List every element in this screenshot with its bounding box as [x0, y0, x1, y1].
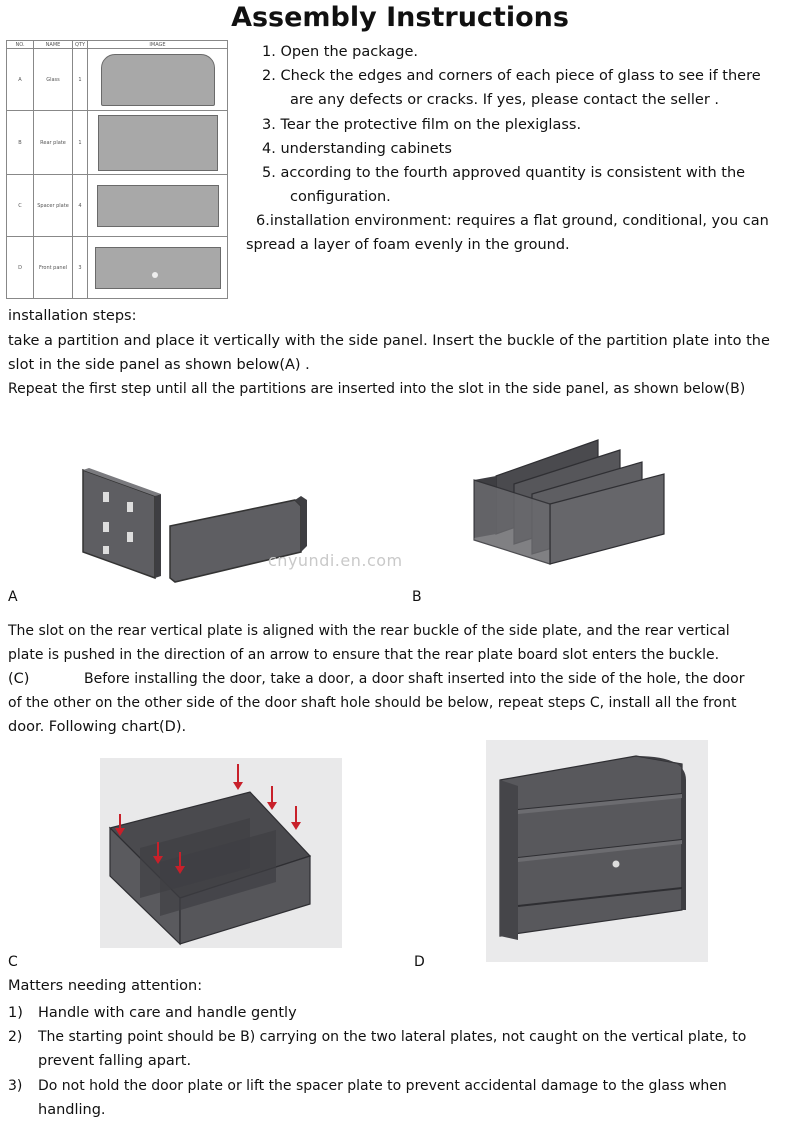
attention-item [8, 1074, 727, 1098]
attention-item [8, 1001, 297, 1025]
attention-heading: Matters needing attention: [8, 978, 203, 994]
table-cell: 4 [73, 175, 88, 237]
attention-text-cont: handling. [38, 1102, 106, 1118]
install-para-2: Repeat the first step until all the partitions are inserted into the slot in the side panel, as shown below(B) [8, 381, 746, 397]
figure-b [468, 436, 673, 576]
prep-steps [0, 0, 800, 260]
figure-label-d: D [414, 954, 425, 970]
table-cell: D [7, 237, 34, 299]
attention-text: Handle with care and handle gently [38, 1005, 297, 1021]
prep-step: 6.installation environment: requires a flat ground, conditional, you can [256, 213, 769, 229]
figure-c [100, 758, 342, 948]
attention-number: 1) [8, 1005, 23, 1021]
page-title: Assembly Instructions [231, 2, 569, 33]
attention-text-cont: prevent falling apart. [38, 1053, 192, 1069]
table-cell: 1 [73, 49, 88, 111]
table-cell: Rear plate [34, 111, 73, 175]
middle-para-line3a: (C) [8, 671, 30, 687]
attention-number: 2) [8, 1029, 23, 1045]
table-cell: 1 [73, 111, 88, 175]
install-heading: installation steps: [8, 308, 137, 324]
prep-step: configuration. [290, 189, 391, 205]
middle-para-line2: plate is pushed in the direction of an arrow to ensure that the rear plate board slot enters the buckle. [8, 647, 720, 663]
table-cell: B [7, 111, 34, 175]
install-para-1a: take a partition and place it vertically with the side panel. Insert the buckle of the partition plate into the [8, 333, 770, 349]
figure-label-c: C [8, 954, 18, 970]
table-cell: Front panel [34, 237, 73, 299]
table-cell: A [7, 49, 34, 111]
middle-para-line3b: Before installing the door, take a door, a door shaft inserted into the side of the hole, the door [84, 671, 745, 687]
table-header: QTY [73, 41, 88, 49]
table-header: IMAGE [88, 41, 228, 49]
figure-label-a: A [8, 589, 18, 605]
watermark: cnyundi.en.com [268, 551, 403, 570]
attention-number: 3) [8, 1078, 23, 1094]
prep-step: 5. according to the fourth approved quantity is consistent with the [262, 165, 746, 181]
table-cell: C [7, 175, 34, 237]
table-header: NAME [34, 41, 73, 49]
middle-para-line5: door. Following chart(D). [8, 719, 187, 735]
figure-label-b: B [412, 589, 422, 605]
table-header: NO. [7, 41, 34, 49]
middle-para-line1: The slot on the rear vertical plate is aligned with the rear buckle of the side plate, and the rear vertical [8, 623, 730, 639]
prep-step: 1. Open the package. [262, 44, 419, 60]
prep-step: 4. understanding cabinets [262, 141, 452, 157]
attention-text: The starting point should be B) carrying on the two lateral plates, not caught on the vertical plate, to [38, 1029, 747, 1045]
prep-step: are any defects or cracks. If yes, please contact the seller . [290, 92, 719, 108]
attention-item [8, 1025, 746, 1049]
table-cell: 3 [73, 237, 88, 299]
table-cell: Glass [34, 49, 73, 111]
install-para-1b: slot in the side panel as shown below(A) . [8, 357, 310, 373]
prep-step: 3. Tear the protective film on the plexiglass. [262, 117, 582, 133]
prep-step: spread a layer of foam evenly in the ground. [246, 237, 570, 253]
middle-para-line4: of the other on the other side of the door shaft hole should be below, repeat steps C, install all the front [8, 695, 737, 711]
prep-step: 2. Check the edges and corners of each piece of glass to see if there [262, 68, 761, 84]
figure-d [486, 740, 708, 962]
attention-text: Do not hold the door plate or lift the spacer plate to prevent accidental damage to the glass when [38, 1078, 727, 1094]
table-cell: Spacer plate [34, 175, 73, 237]
